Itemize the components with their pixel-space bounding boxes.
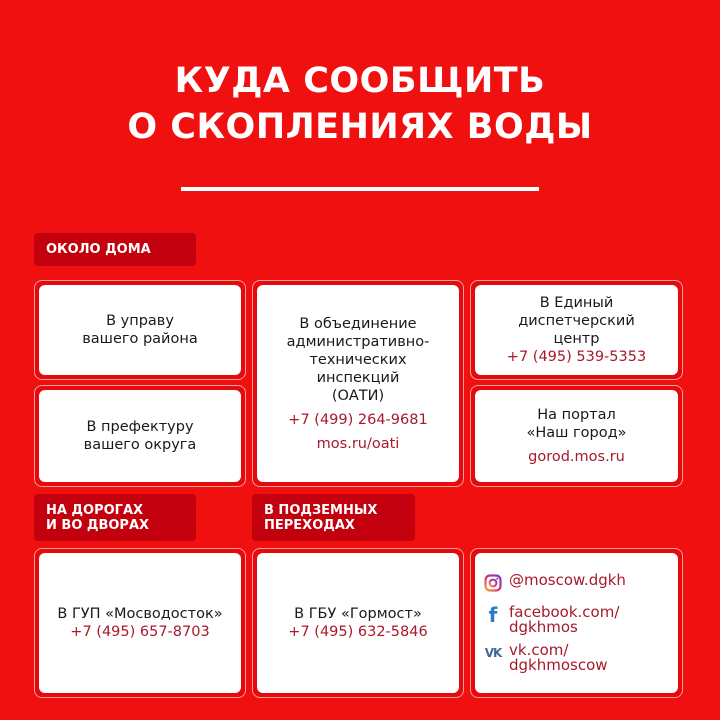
oati-phone-link[interactable]: +7 (499) 264-9681 <box>288 411 428 428</box>
social-text: dgkhmos <box>509 618 578 636</box>
social-vk[interactable] <box>483 643 608 673</box>
mosvodostok-phone-link[interactable]: +7 (495) 657-8703 <box>70 624 210 640</box>
oati-website-link[interactable]: mos.ru/oati <box>316 435 400 452</box>
card-text: В префектуру <box>86 419 194 435</box>
vk-icon: VK <box>484 646 502 660</box>
section-label-text: ОКОЛО ДОМА <box>46 242 151 257</box>
card-uprava <box>34 280 246 380</box>
card-text: технических <box>309 351 407 368</box>
card-social <box>470 548 683 698</box>
instagram-handle <box>509 573 626 588</box>
card-text: диспетчерский <box>518 313 635 329</box>
card-text: В Единый <box>539 295 614 311</box>
portal-website-link[interactable]: gorod.mos.ru <box>528 449 625 465</box>
card-mosvodostok-content <box>39 553 241 693</box>
card-oati <box>252 280 464 487</box>
card-text: вашего округа <box>83 437 197 453</box>
page-title <box>0 58 720 150</box>
dispatch-phone-link[interactable]: +7 (495) 539-5353 <box>506 349 647 365</box>
social-text: dgkhmoscow <box>509 656 608 674</box>
social-text: vk.com/ <box>509 641 569 659</box>
title-line-2: О СКОПЛЕНИЯХ ВОДЫ <box>127 107 593 147</box>
card-gormost <box>252 548 464 698</box>
facebook-icon: f <box>488 603 498 627</box>
card-mosvodostok <box>34 548 246 698</box>
card-text: (ОАТИ) <box>331 387 385 404</box>
card-nash-gorod-content <box>475 390 678 482</box>
card-text: «Наш город» <box>526 425 627 441</box>
card-text: На портал <box>537 407 616 423</box>
gormost-phone-link[interactable]: +7 (495) 632-5846 <box>288 624 428 640</box>
title-divider <box>181 187 539 191</box>
card-uprava-content <box>39 285 241 375</box>
vk-link <box>509 643 608 673</box>
card-text: инспекций <box>316 369 400 386</box>
section-label-text: ПЕРЕХОДАХ <box>264 517 355 533</box>
card-nash-gorod <box>470 385 683 487</box>
social-facebook[interactable] <box>483 605 619 635</box>
instagram-icon <box>483 573 503 593</box>
title-line-1: КУДА СООБЩИТЬ <box>174 61 546 101</box>
card-prefektura <box>34 385 246 487</box>
card-text: В объединение <box>299 315 417 332</box>
card-dispatch-content <box>475 285 678 375</box>
section-label-text: И ВО ДВОРАХ <box>46 517 150 533</box>
card-text: центр <box>553 331 600 347</box>
section-label-text: В ПОДЗЕМНЫХ <box>264 502 378 518</box>
card-text: В ГБУ «Гормост» <box>294 606 422 622</box>
section-label-text: НА ДОРОГАХ <box>46 502 144 518</box>
card-oati-content <box>257 285 459 482</box>
section-label-underpasses <box>252 494 415 541</box>
card-dispatch-center <box>470 280 683 380</box>
social-instagram[interactable] <box>483 573 626 593</box>
card-gormost-content <box>257 553 459 693</box>
card-text: вашего района <box>82 331 198 347</box>
section-label-roads <box>34 494 196 541</box>
section-label-near-home <box>34 233 196 266</box>
social-text: facebook.com/ <box>509 603 620 621</box>
card-text: В управу <box>106 313 174 329</box>
card-social-content <box>475 553 678 693</box>
card-prefektura-content <box>39 390 241 482</box>
social-text: @moscow.dgkh <box>509 571 626 589</box>
facebook-link <box>509 605 619 635</box>
card-text: административно- <box>286 333 430 350</box>
card-text: В ГУП «Мосводосток» <box>57 606 223 622</box>
